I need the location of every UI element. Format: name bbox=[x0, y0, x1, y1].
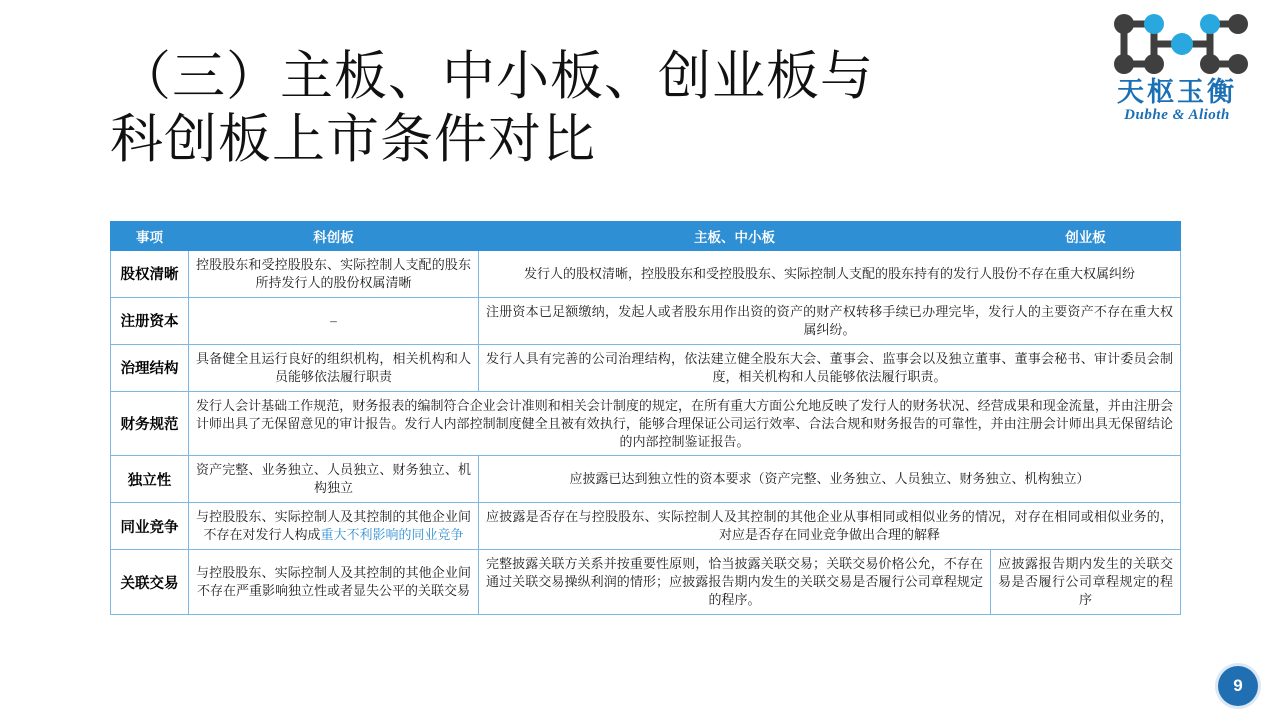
cell-registered-capital-star: – bbox=[189, 297, 479, 344]
column-header-main-sme-board: 主板、中小板 bbox=[479, 222, 991, 251]
page-title-line-1: （三）主板、中小板、创业板与 bbox=[118, 48, 874, 106]
cell-financial-compliance-all: 发行人会计基础工作规范，财务报表的编制符合企业会计准则和相关会计制度的规定，在所有重大方面公允地反映了发行人的财务状况、经营成果和现金流量，并由注册会计师出具了无保留意见的审计报告。发行人内部控制制度健全且被有效执行，能够合理保证公司运行效率、合法合规和财务报告的可靠性，并由注册会计师出具无保留结论的内部控制鉴证报告。 bbox=[189, 391, 1181, 456]
column-header-star-market: 科创板 bbox=[189, 222, 479, 251]
cell-related-transactions-chinext: 应披露报告期内发生的关联交易是否履行公司章程规定的程序 bbox=[991, 550, 1181, 615]
cell-equity-clarity-main-chinext: 发行人的股权清晰，控股股东和受控股股东、实际控制人支配的股东持有的发行人股份不存在重大权属纠纷 bbox=[479, 251, 1181, 298]
row-header-independence: 独立性 bbox=[111, 456, 189, 503]
page-title bbox=[110, 46, 1128, 171]
cell-registered-capital-main-chinext: 注册资本已足额缴纳，发起人或者股东用作出资的资产的财产权转移手续已办理完毕，发行人的主要资产不存在重大权属纠纷。 bbox=[479, 297, 1181, 344]
cell-text-plain: 与控股股东、实际控制人及其控制的其他企业间不存在对发行人构成 bbox=[196, 509, 471, 543]
page-title-line-2: 科创板上市条件对比 bbox=[110, 110, 596, 169]
cell-horizontal-competition-main-chinext: 应披露是否存在与控股股东、实际控制人及其控制的其他企业从事相同或相似业务的情况，对存在相同或相似业务的，对应是否存在同业竞争做出合理的解释 bbox=[479, 503, 1181, 550]
comparison-table bbox=[110, 221, 1181, 615]
row-header-related-transactions: 关联交易 bbox=[111, 550, 189, 615]
cell-text-highlight: 重大不利影响的同业竞争 bbox=[320, 527, 464, 543]
logo-english-name: Dubhe & Alioth bbox=[1124, 107, 1230, 124]
table-row bbox=[111, 503, 1181, 550]
table-row bbox=[111, 391, 1181, 456]
column-header-chinext: 创业板 bbox=[991, 222, 1181, 251]
cell-horizontal-competition-star bbox=[189, 503, 479, 550]
cell-independence-main-chinext: 应披露已达到独立性的资本要求（资产完整、业务独立、人员独立、财务独立、机构独立） bbox=[479, 456, 1181, 503]
table-row bbox=[111, 344, 1181, 391]
row-header-horizontal-competition: 同业竞争 bbox=[111, 503, 189, 550]
column-header-item: 事项 bbox=[111, 222, 189, 251]
table-row bbox=[111, 251, 1181, 298]
cell-independence-star: 资产完整、业务独立、人员独立、财务独立、机构独立 bbox=[189, 456, 479, 503]
row-header-registered-capital: 注册资本 bbox=[111, 297, 189, 344]
cell-equity-clarity-star: 控股股东和受控股股东、实际控制人支配的股东所持发行人的股份权属清晰 bbox=[189, 251, 479, 298]
cell-related-transactions-star: 与控股股东、实际控制人及其控制的其他企业间不存在严重影响独立性或者显失公平的关联交易 bbox=[189, 550, 479, 615]
table-row bbox=[111, 456, 1181, 503]
cell-governance-star: 具备健全且运行良好的组织机构，相关机构和人员能够依法履行职责 bbox=[189, 344, 479, 391]
logo-chinese-name: 天枢玉衡 bbox=[1117, 77, 1237, 107]
row-header-equity-clarity: 股权清晰 bbox=[111, 251, 189, 298]
table-row bbox=[111, 550, 1181, 615]
cell-governance-main-chinext: 发行人具有完善的公司治理结构，依法建立健全股东大会、董事会、监事会以及独立董事、董事会秘书、审计委员会制度，相关机构和人员能够依法履行职责。 bbox=[479, 344, 1181, 391]
comparison-table-container bbox=[110, 221, 1180, 615]
table-row bbox=[111, 297, 1181, 344]
row-header-governance: 治理结构 bbox=[111, 344, 189, 391]
row-header-financial-compliance: 财务规范 bbox=[111, 391, 189, 456]
page-number-badge: 9 bbox=[1218, 666, 1258, 706]
table-header-row bbox=[111, 222, 1181, 251]
cell-related-transactions-main: 完整披露关联方关系并按重要性原则，恰当披露关联交易；关联交易价格公允，不存在通过关联交易操纵利润的情形；应披露报告期内发生的关联交易是否履行公司章程规定的程序。 bbox=[479, 550, 991, 615]
